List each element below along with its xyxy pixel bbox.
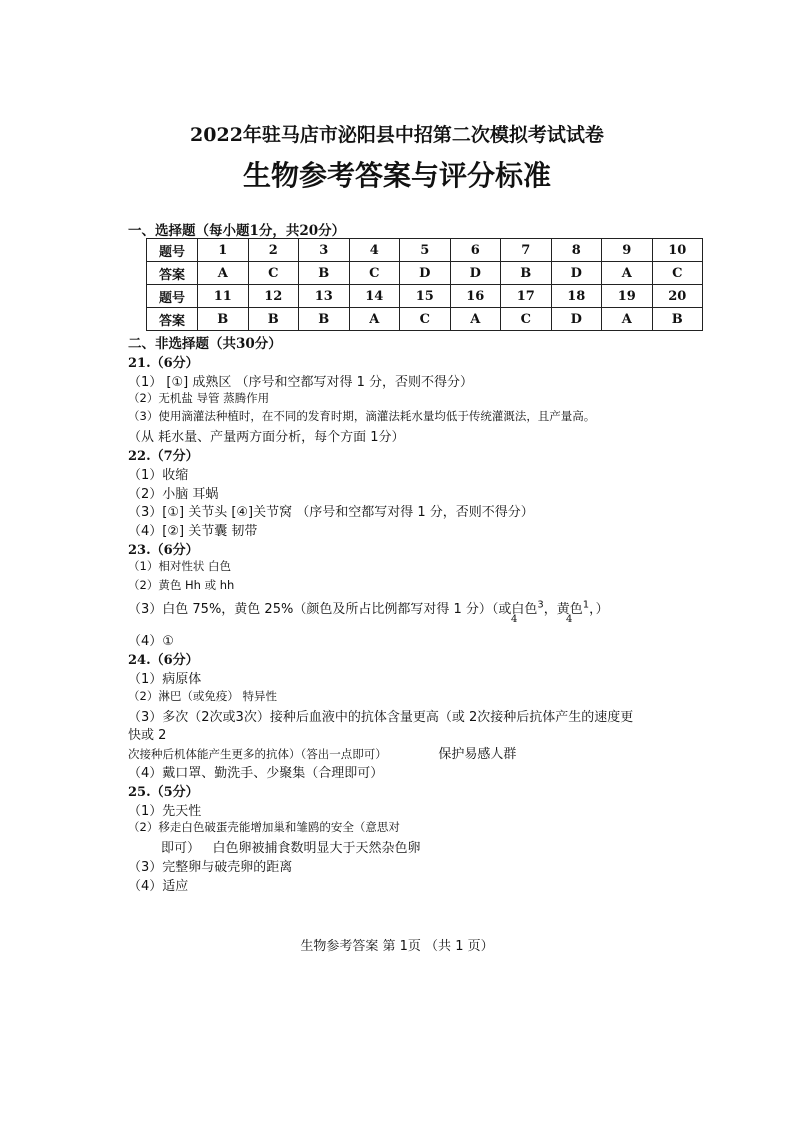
row-label: 答案 [147, 308, 198, 331]
q24-line-6: （4）戴口罩、勤洗手、少聚集（合理即可） [128, 766, 384, 781]
q23-line-3 [128, 598, 609, 617]
table-row [147, 239, 703, 262]
row-label: 题号 [147, 239, 198, 262]
answer-cell: C [349, 262, 400, 285]
answer-cell: B [248, 308, 299, 331]
answer-cell: C [501, 308, 552, 331]
answer-cell: A [450, 308, 501, 331]
table-row [147, 262, 703, 285]
answer-cell: A [198, 262, 249, 285]
answer-key-title: 生物参考答案与评分标准 [242, 159, 551, 192]
q22-line-1: （1）收缩 [128, 468, 189, 483]
table-row [147, 285, 703, 308]
q24-line-4: 快或 2 [128, 728, 167, 743]
q24-line-2: （2）淋巴（或免疫） 特异性 [128, 689, 277, 703]
answer-cell: B [501, 262, 552, 285]
q23-line-2: （2）黄色 Hh 或 hh [128, 578, 235, 592]
q24-line-5-text: 次接种后机体能产生更多的抗体）（答出一点即可） [128, 747, 387, 761]
question-number: 15 [400, 285, 451, 308]
answer-cell: C [248, 262, 299, 285]
answer-cell: A [602, 262, 653, 285]
q21-line-4: （从 耗水量、产量两方面分析，每个方面 1分） [128, 430, 405, 445]
question-number: 11 [198, 285, 249, 308]
q25-line-1: （1）先天性 [128, 804, 202, 819]
answer-cell: D [450, 262, 501, 285]
question-number: 17 [501, 285, 552, 308]
answer-cell: B [652, 308, 703, 331]
answer-cell: D [400, 262, 451, 285]
answer-cell: D [551, 262, 602, 285]
q21-line-3: （3）使用滴灌法种植时，在不同的发育时期，滴灌法耗水量均低于传统灌溉法，且产量高。 [128, 409, 596, 423]
question-number: 14 [349, 285, 400, 308]
q24-line-1: （1）病原体 [128, 672, 202, 687]
answer-cell: B [299, 308, 350, 331]
question-number: 18 [551, 285, 602, 308]
table-row [147, 308, 703, 331]
question-number: 5 [400, 239, 451, 262]
q24-line-3: （3）多次（2次或3次）接种后血液中的抗体含量更高（或 2次接种后抗体产生的速度更 [128, 710, 634, 725]
page-footer: 生物参考答案 第 1页 （共 1 页） [300, 939, 494, 954]
answer-cell: C [400, 308, 451, 331]
q23-line-3-end: ，） [589, 602, 609, 617]
question-number: 2 [248, 239, 299, 262]
question-number: 4 [349, 239, 400, 262]
fraction-numerator: 3 [537, 599, 544, 611]
question-number: 10 [652, 239, 703, 262]
q23-line-3-mid: ，黄色 [543, 602, 583, 617]
question-number: 7 [501, 239, 552, 262]
fraction-denominator: 4 [511, 614, 518, 625]
question-number: 20 [652, 285, 703, 308]
row-label: 题号 [147, 285, 198, 308]
exam-title: 2022年驻马店市泌阳县中招第二次模拟考试试卷 [190, 124, 604, 146]
question-number: 12 [248, 285, 299, 308]
section2-heading: 二、非选择题（共30分） [128, 336, 282, 352]
q25-line-4: （3）完整卵与破壳卵的距离 [128, 860, 293, 875]
q24-heading: 24.（6分） [128, 653, 199, 668]
question-number: 16 [450, 285, 501, 308]
question-number: 19 [602, 285, 653, 308]
q22-line-4: （4）[②] 关节囊 韧带 [128, 524, 258, 539]
question-number: 3 [299, 239, 350, 262]
q25-line-2: （2）移走白色破蛋壳能增加巢和雏鸥的安全（意思对 [128, 820, 400, 834]
answer-cell: C [652, 262, 703, 285]
question-number: 8 [551, 239, 602, 262]
q22-heading: 22.（7分） [128, 449, 199, 464]
q21-heading: 21.（6分） [128, 356, 199, 371]
q24-line-5 [128, 743, 516, 762]
answer-cell: A [602, 308, 653, 331]
q21-line-2: （2）无机盐 导管 蒸腾作用 [128, 391, 270, 405]
question-number: 13 [299, 285, 350, 308]
q25-heading: 25.（5分） [128, 785, 199, 800]
q23-line-1: （1）相对性状 白色 [128, 559, 231, 573]
q22-line-2: （2）小脑 耳蜗 [128, 487, 219, 502]
question-number: 1 [198, 239, 249, 262]
section1-heading: 一、选择题（每小题1分，共20分） [128, 223, 346, 239]
q25-line-5: （4）适应 [128, 879, 189, 894]
question-number: 6 [450, 239, 501, 262]
q25-line-3: 即可） 白色卵被捕食数明显大于天然杂色卵 [128, 841, 421, 856]
q22-line-3: （3）[①] 关节头 [④]关节窝 （序号和空都写对得 1 分，否则不得分） [128, 505, 534, 520]
fraction-numerator: 1 [582, 599, 590, 611]
fraction-denominator: 4 [566, 614, 573, 625]
answer-cell: B [299, 262, 350, 285]
answer-cell: A [349, 308, 400, 331]
answer-cell: B [198, 308, 249, 331]
row-label: 答案 [147, 262, 198, 285]
q23-line-3-text: （3）白色 75%，黄色 25%（颜色及所占比例都写对得 1 分）（或白色 [128, 602, 538, 617]
q21-line-1: （1） [①] 成熟区 （序号和空都写对得 1 分，否则不得分） [128, 375, 474, 390]
q23-heading: 23.（6分） [128, 543, 199, 558]
question-number: 9 [602, 239, 653, 262]
answer-table [146, 238, 703, 331]
answer-cell: D [551, 308, 602, 331]
q24-line-5-answer: 保护易感人群 [438, 747, 517, 762]
q23-line-4: （4）① [128, 634, 174, 649]
